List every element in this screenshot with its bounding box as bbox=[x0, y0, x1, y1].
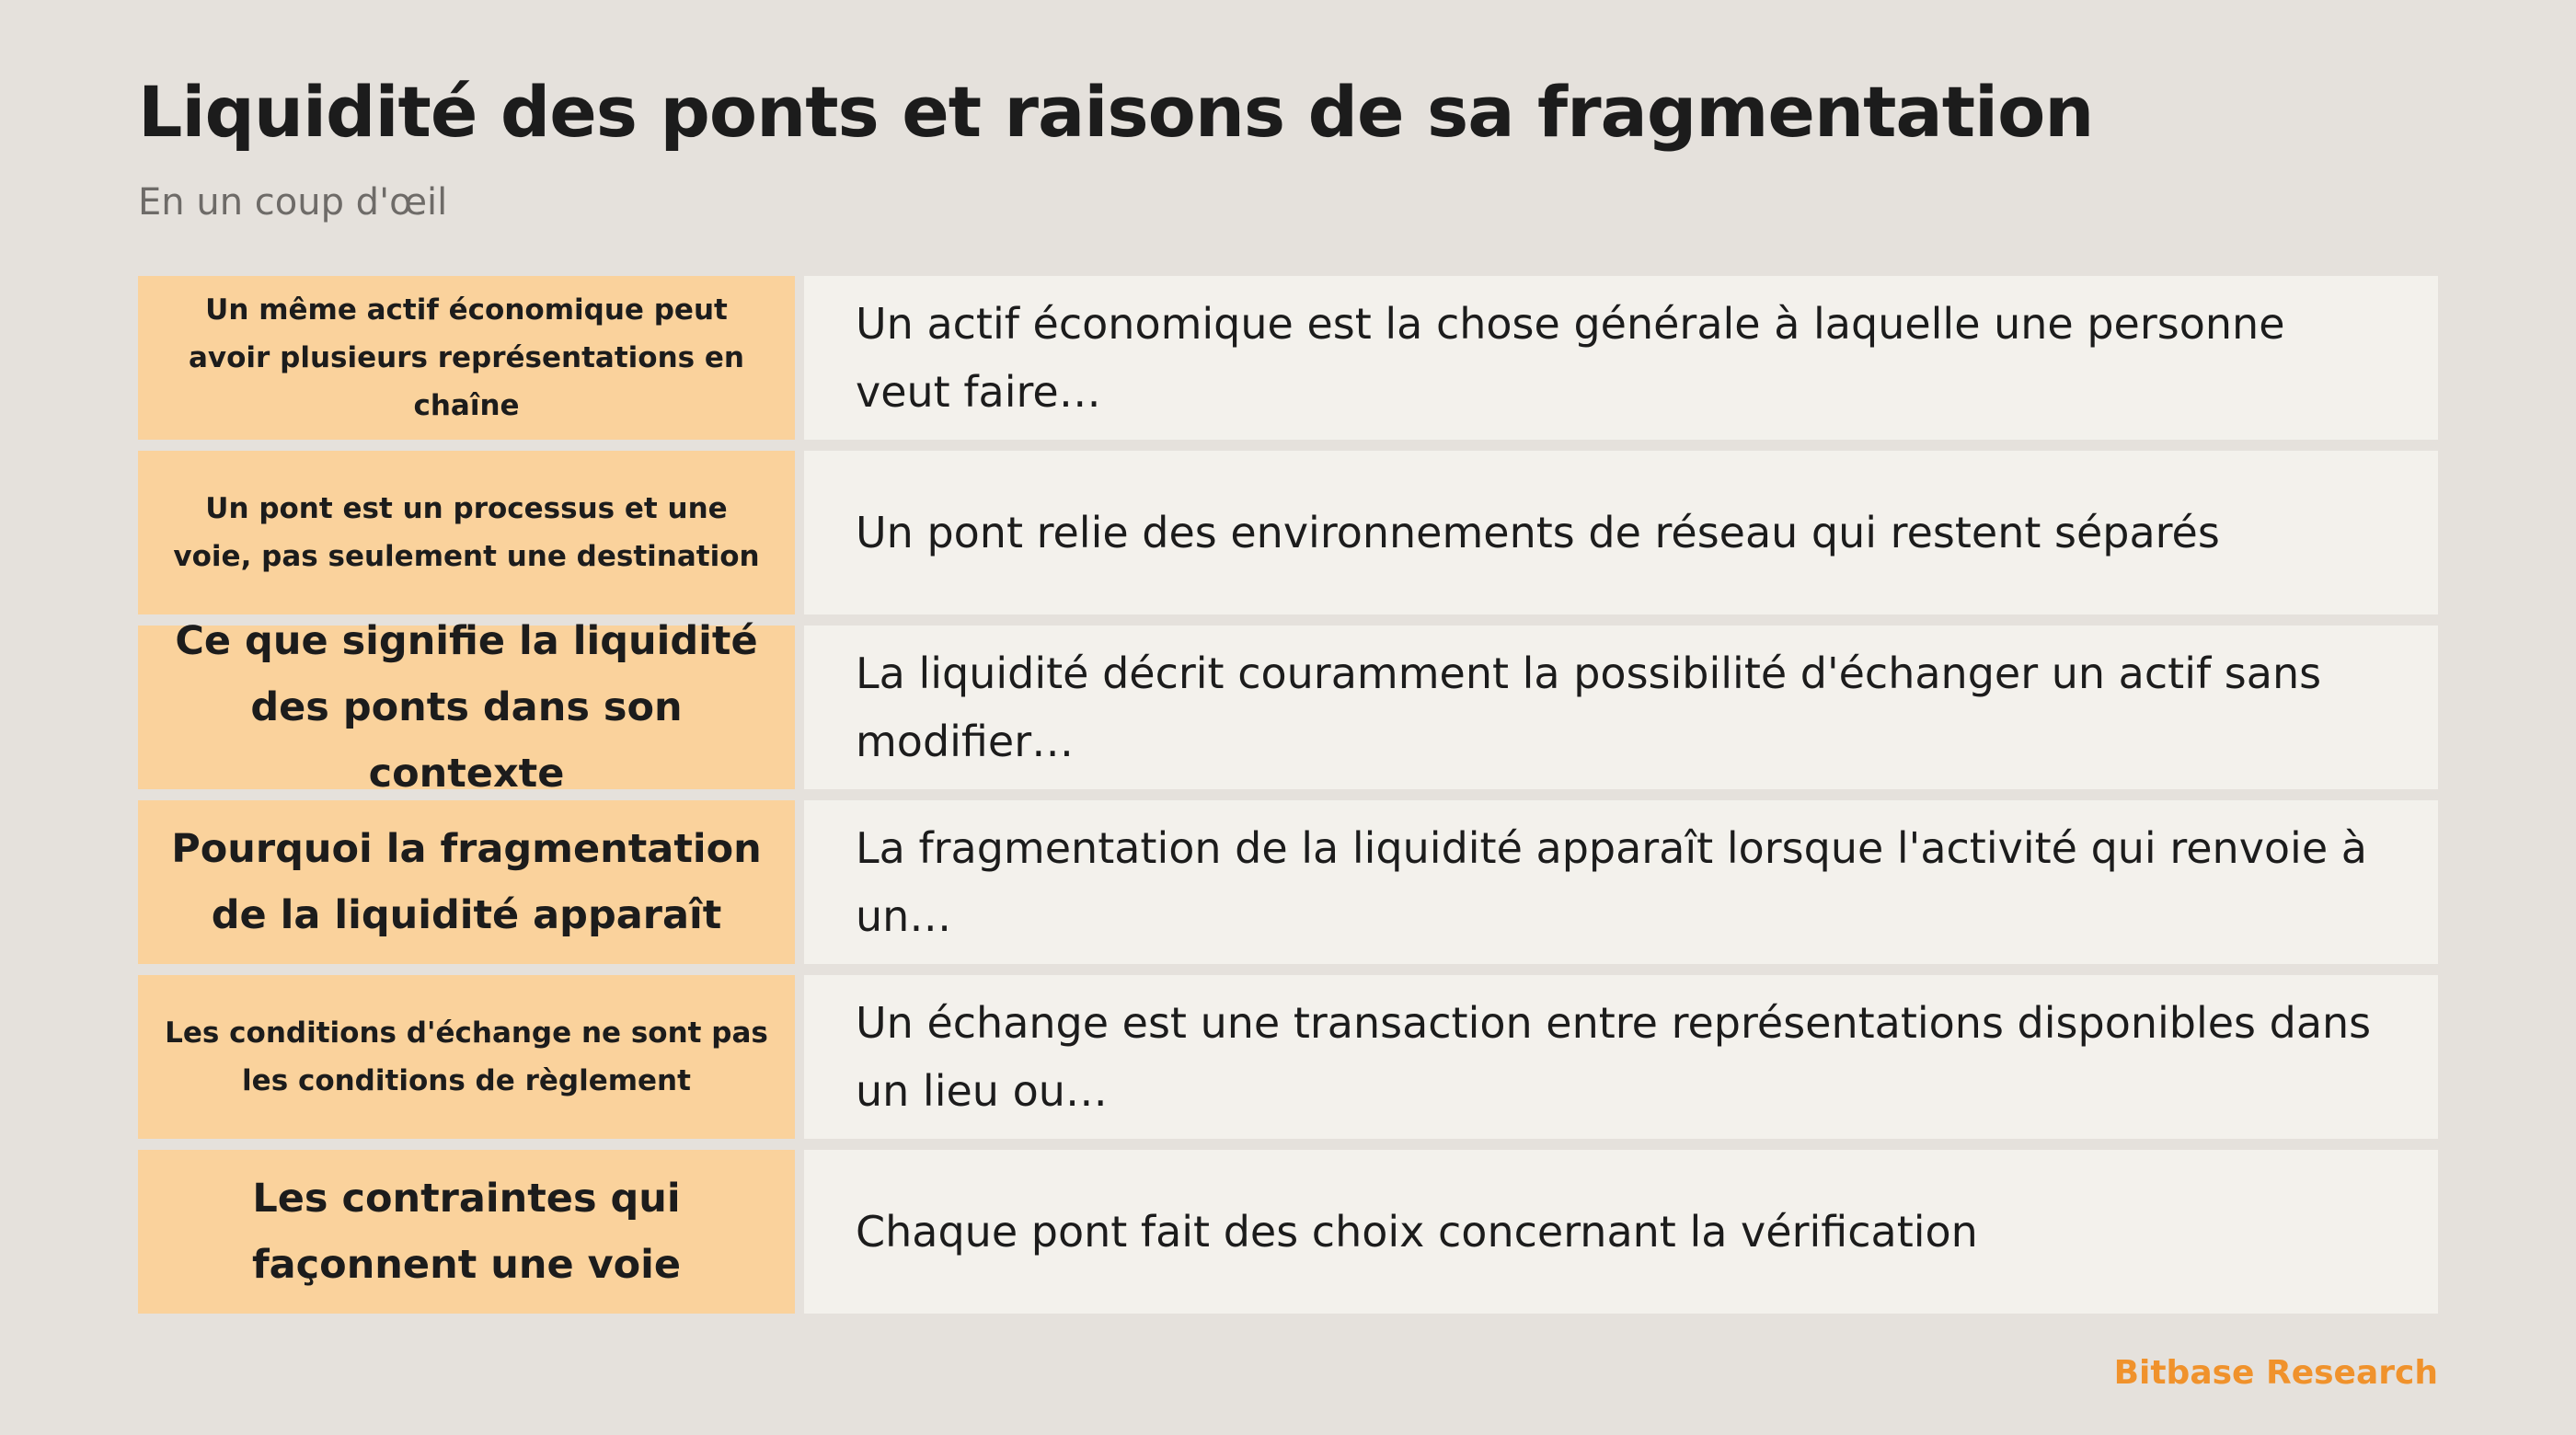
page-title: Liquidité des ponts et raisons de sa fragmentation bbox=[138, 71, 2094, 153]
row-key: Un pont est un processus et une voie, pas seulement une destination bbox=[138, 451, 795, 614]
row-key: Ce que signifie la liquidité des ponts dans son contexte bbox=[138, 626, 795, 789]
brand-footer: Bitbase Research bbox=[2113, 1354, 2438, 1392]
summary-table bbox=[138, 276, 2438, 1314]
slide bbox=[138, 0, 2438, 1435]
row-value: Un échange est une transaction entre représentations disponibles dans un lieu ou… bbox=[804, 975, 2438, 1139]
row-value: Un pont relie des environnements de réseau qui restent séparés bbox=[804, 451, 2438, 614]
row-value: Chaque pont fait des choix concernant la vérification bbox=[804, 1150, 2438, 1314]
table-row bbox=[138, 1150, 2438, 1314]
table-row bbox=[138, 618, 2438, 797]
page-subtitle: En un coup d'œil bbox=[138, 181, 448, 224]
table-row bbox=[138, 975, 2438, 1139]
table-row bbox=[138, 800, 2438, 964]
row-value: La fragmentation de la liquidité apparaît lorsque l'activité qui renvoie à un… bbox=[804, 800, 2438, 964]
table-row bbox=[138, 451, 2438, 614]
row-key: Les conditions d'échange ne sont pas les conditions de règlement bbox=[138, 975, 795, 1139]
row-key: Pourquoi la fragmentation de la liquidité apparaît bbox=[138, 800, 795, 964]
table-row bbox=[138, 276, 2438, 440]
row-key: Les contraintes qui façonnent une voie bbox=[138, 1150, 795, 1314]
row-key: Un même actif économique peut avoir plusieurs représentations en chaîne bbox=[138, 276, 795, 440]
row-value: La liquidité décrit couramment la possibilité d'échanger un actif sans modifier… bbox=[804, 626, 2438, 789]
row-value: Un actif économique est la chose générale à laquelle une personne veut faire… bbox=[804, 276, 2438, 440]
